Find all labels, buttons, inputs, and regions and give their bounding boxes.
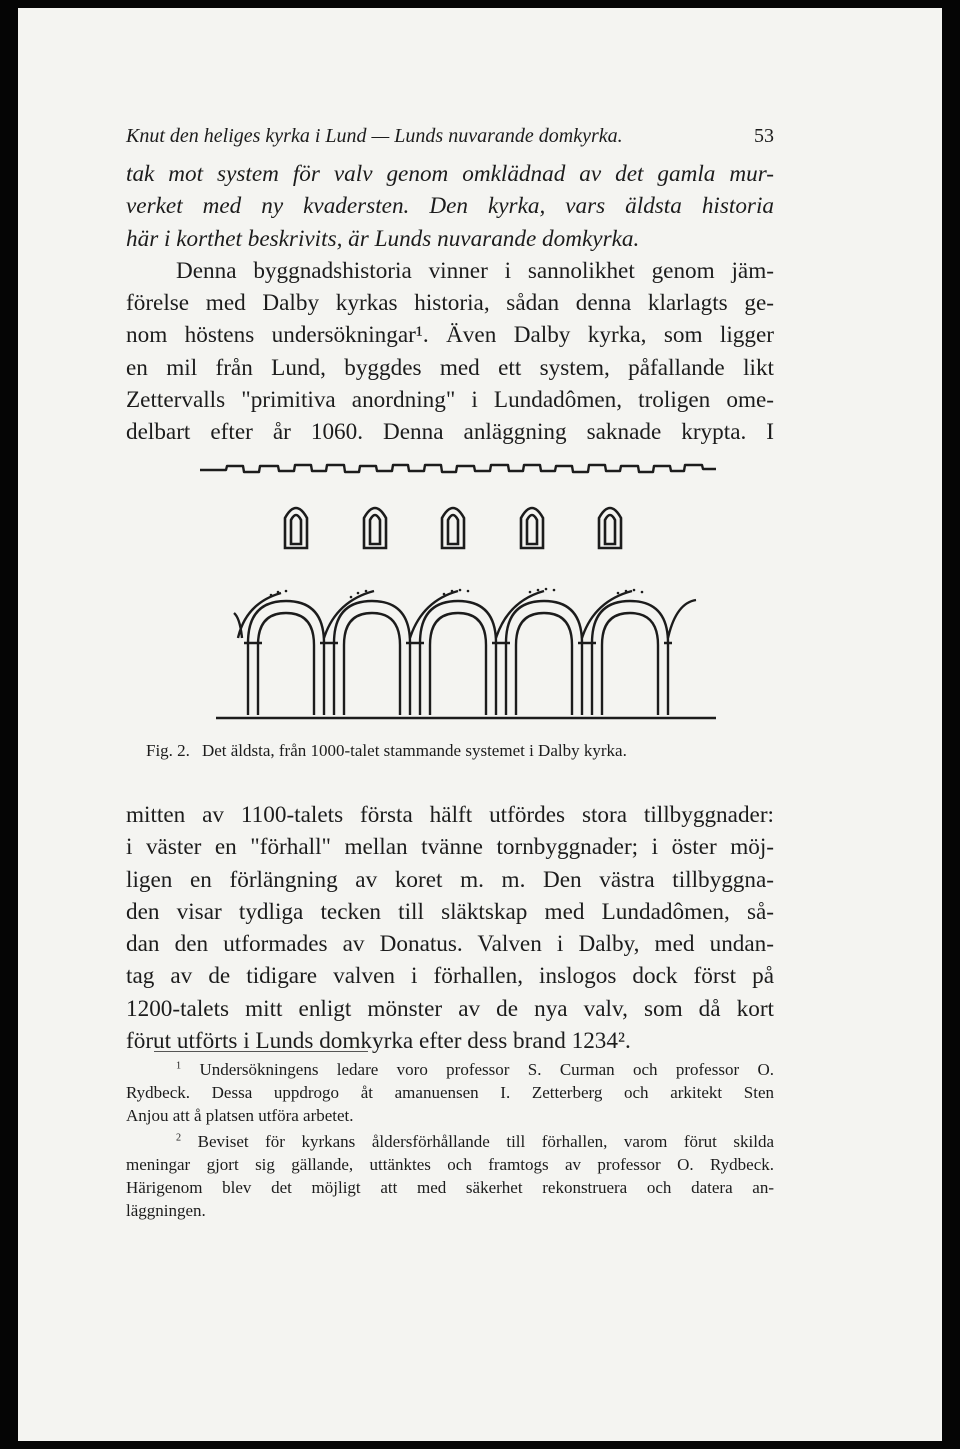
text-line: dan den utformades av Donatus. Valven i Dalby, med undan-	[126, 931, 774, 958]
text-line: en mil från Lund, byggdes med ett system, påfallande likt	[126, 354, 774, 381]
text-block-bottom	[126, 799, 774, 1057]
arcade-outline	[248, 601, 668, 715]
footnote-1	[126, 1058, 774, 1127]
arcade-elevation-svg	[186, 453, 746, 743]
page-number: 53	[754, 125, 774, 147]
text-line: nom höstens undersökningar¹. Även Dalby kyrka, som ligger	[126, 322, 774, 349]
text-line: förelse med Dalby kyrkas historia, sådan denna klarlagts ge-	[126, 290, 774, 317]
text-line: läggningen.	[126, 1201, 206, 1220]
text-block-top	[126, 158, 774, 449]
page	[18, 8, 942, 1441]
figure-arcade-drawing	[186, 453, 746, 743]
text-line: den visar tydliga tecken till släktskap med Lundadômen, så-	[126, 898, 774, 925]
text-line: 1200-talets mitt enligt mönster av de nya valv, som då kort	[126, 995, 774, 1022]
figure-caption	[146, 741, 627, 761]
footnotes	[126, 1058, 774, 1225]
figure-caption-text: Det äldsta, från 1000-talet stammande systemet i Dalby kyrka.	[201, 741, 627, 760]
text-line: här i korthet beskrivits, är Lunds nuvarande domkyrka.	[126, 225, 640, 252]
text-line: Rydbeck. Dessa uppdrogo åt amanuensen I. Zetterberg och arkitekt Sten	[126, 1083, 774, 1102]
figure-label: Fig. 2.	[146, 741, 190, 760]
paragraph-dalby	[126, 255, 774, 449]
footnote-text: Undersökningens ledare voro professor S. Curman och professor O.	[199, 1060, 775, 1079]
text-line: verket med ny kvadersten. Den kyrka, vars äldsta historia	[126, 193, 774, 220]
text-line: tag av de tidigare valven i förhallen, inslogos dock först på	[126, 963, 774, 990]
clerestory-window	[364, 508, 386, 548]
running-title: Knut den heliges kyrka i Lund — Lunds nuvarande domkyrka.	[126, 125, 623, 147]
arch-voussoir-marks	[270, 588, 644, 599]
footnote-marker: 1	[176, 1060, 182, 1072]
arch-inner	[258, 613, 658, 715]
text-line	[126, 1058, 774, 1081]
text-line: Anjou att å platsen utföra arbetet.	[126, 1106, 354, 1125]
text-line: i väster en "förhall" mellan tvänne tornbyggnader; i öster möj-	[126, 834, 774, 861]
clerestory-window	[442, 508, 464, 548]
text-line: mitten av 1100-talets första hälft utfördes stora tillbyggnader:	[126, 802, 774, 828]
clerestory-window	[599, 508, 621, 548]
text-line: förut utförts i Lunds domkyrka efter dess brand 1234².	[126, 1028, 631, 1055]
footnote-rule	[154, 1051, 368, 1052]
footnote-marker: 2	[176, 1132, 182, 1144]
text-line: Zettervalls "primitiva anordning" i Lundadômen, troligen ome-	[126, 387, 774, 414]
clerestory-window	[521, 508, 543, 548]
text-line	[126, 1130, 774, 1153]
text-line: meningar gjort sig gällande, uttänktes och framtogs av professor O. Rydbeck.	[126, 1155, 774, 1174]
footnote-text: Beviset för kyrkans åldersförhållande till förhallen, varom förut skilda	[197, 1132, 775, 1151]
cornice-line	[200, 465, 716, 472]
text-line: ligen en förlängning av koret m. m. Den västra tillbyggna-	[126, 866, 774, 893]
paragraph-extensions	[126, 799, 774, 1057]
footnote-2	[126, 1130, 774, 1222]
text-line: delbart efter år 1060. Denna anläggning saknade krypta. I	[126, 419, 774, 446]
text-line: Denna byggnadshistoria vinner i sannolikhet genom jäm-	[176, 257, 774, 284]
running-head	[126, 125, 774, 151]
text-line: Härigenom blev det möjligt att med säkerhet rekonstruera och datera an-	[126, 1178, 774, 1197]
clerestory-window	[285, 508, 307, 548]
text-line: tak mot system för valv genom omklädnad av det gamla mur-	[126, 161, 774, 187]
paragraph-continued	[126, 158, 774, 255]
